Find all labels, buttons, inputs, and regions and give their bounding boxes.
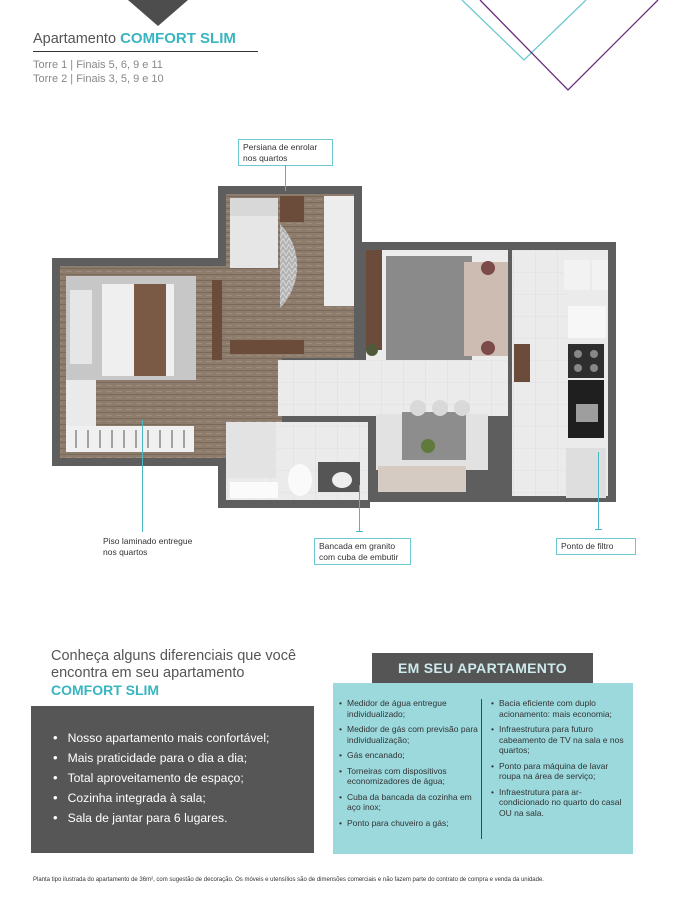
- highlight-item: • Mais praticidade para o dia a dia;: [53, 748, 314, 768]
- callout-counter: [314, 538, 411, 565]
- highlight-item: • Nosso apartamento mais confortável;: [53, 728, 314, 748]
- callout-blinds: [238, 139, 333, 166]
- callout-blinds-text: Persiana de enrolar nos quartos: [243, 142, 318, 163]
- intro-sentence: Conheça alguns diferenciais que você encontra em seu apartamento: [51, 648, 297, 681]
- feature-item: • Infraestrutura para ar-condicionado no quarto do casal OU na sala.: [491, 787, 631, 819]
- callout-filter-leader: [598, 452, 599, 530]
- page-header: [33, 30, 273, 86]
- corner-line-decoration: [440, 0, 674, 100]
- feature-item: • Ponto para chuveiro a gás;: [339, 818, 479, 829]
- footnote: Planta tipo ilustrada do apartamento de 36m², com sugestão de decoração. Os móveis e utensílios são de dimensões comerciais e não fazem parte do contrato de compra e venda da unidade.: [33, 877, 544, 883]
- feature-item: • Gás encanado;: [339, 750, 479, 761]
- callout-floor-leader: [142, 420, 143, 532]
- callout-floor: [103, 536, 203, 557]
- tower-2-info: Torre 2 | Finais 3, 5, 9 e 10: [33, 73, 164, 85]
- callout-counter-tick: [356, 531, 363, 532]
- callout-filter-tick: [595, 529, 602, 530]
- callout-filter: [556, 538, 636, 555]
- feature-item: • Medidor de água entregue individualizado;: [339, 698, 479, 719]
- highlight-item: • Total aproveitamento de espaço;: [53, 768, 314, 788]
- highlight-item: • Cozinha integrada à sala;: [53, 788, 314, 808]
- features-divider: [481, 699, 482, 839]
- feature-item: • Ponto para máquina de lavar roupa na área de serviço;: [491, 761, 631, 782]
- features-right-column: [491, 698, 631, 823]
- title-highlight: COMFORT SLIM: [120, 30, 236, 47]
- callout-counter-text: Bancada em granito com cuba de embutir: [319, 541, 399, 562]
- callout-counter-leader: [359, 485, 360, 532]
- feature-item: • Cuba da bancada da cozinha em aço inox;: [339, 792, 479, 813]
- intro-highlight: COMFORT SLIM: [51, 682, 160, 698]
- highlights-box: [31, 706, 314, 853]
- top-triangle-decoration: [128, 0, 188, 26]
- feature-item: • Torneiras com dispositivos economizadores de água;: [339, 766, 479, 787]
- features-left-column: [339, 698, 479, 833]
- title-prefix: Apartamento: [33, 31, 117, 47]
- apartment-features-title: EM SEU APARTAMENTO: [372, 653, 593, 683]
- callout-filter-text: Ponto de filtro: [561, 541, 614, 551]
- callout-blinds-leader: [285, 165, 286, 191]
- tower-1-info: Torre 1 | Finais 5, 6, 9 e 11: [33, 59, 163, 71]
- floor-plan-illustration: [52, 184, 618, 508]
- page-title: [33, 30, 258, 52]
- feature-item: • Bacia eficiente com duplo acionamento: mais economia;: [491, 698, 631, 719]
- callout-floor-text: Piso laminado entregue nos quartos: [103, 536, 193, 557]
- feature-item: • Medidor de gás com previsão para individualização;: [339, 724, 479, 745]
- apartment-features-panel: [333, 683, 633, 854]
- highlights-list: [53, 728, 314, 828]
- highlight-item: • Sala de jantar para 6 lugares.: [53, 808, 314, 828]
- tower-list: [33, 58, 273, 86]
- feature-item: • Infraestrutura para futuro cabeamento de TV na sala e nos quartos;: [491, 724, 631, 756]
- intro-text: [51, 648, 326, 699]
